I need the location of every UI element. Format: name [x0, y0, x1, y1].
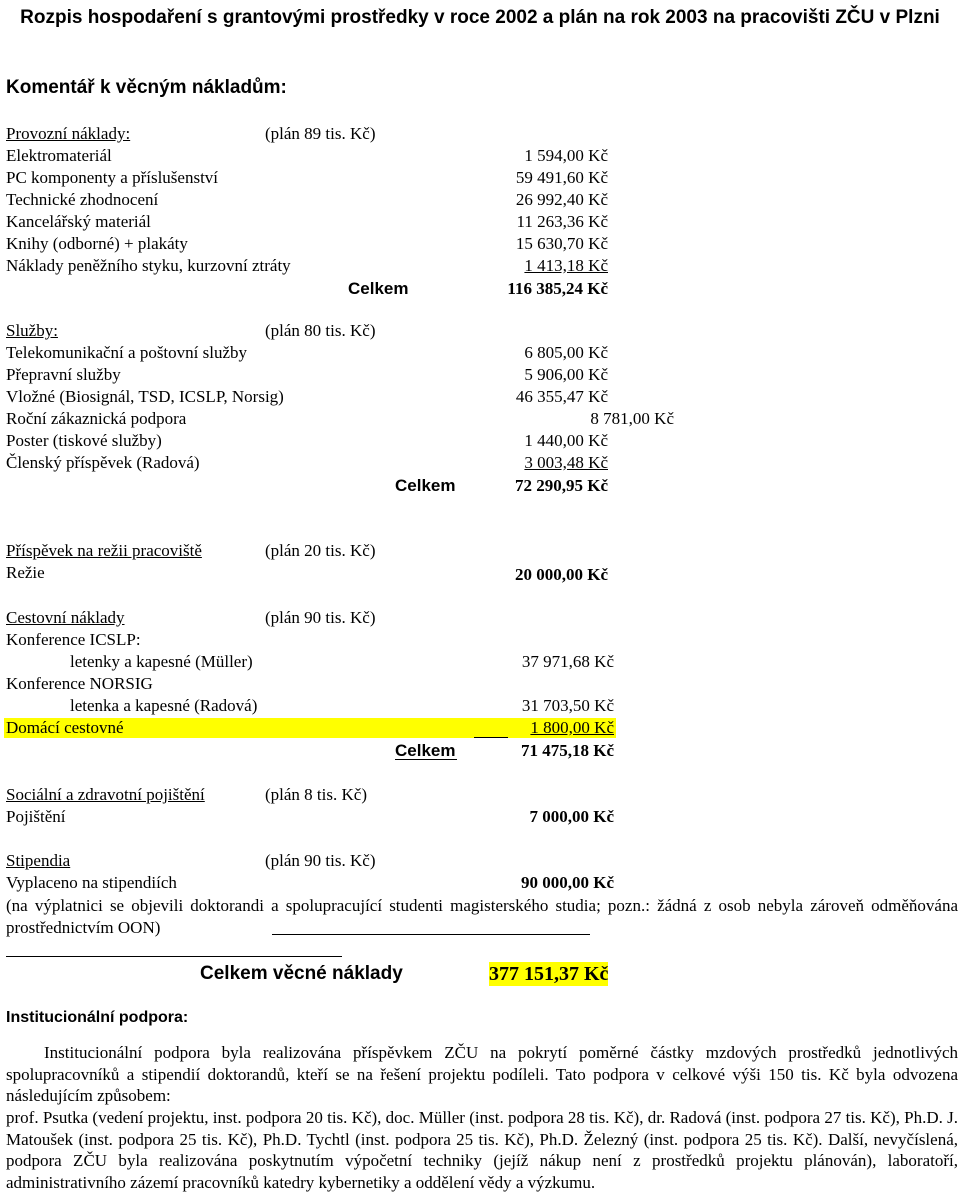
provozni-total-amount: 116 385,24 Kč: [507, 279, 608, 298]
separator-line: [6, 956, 342, 957]
provozni-item-label: PC komponenty a příslušenství: [6, 168, 219, 187]
sluzby-item-amount: 1 440,00 Kč: [524, 431, 608, 450]
stipendia-label: Vyplaceno na stipendiích: [6, 873, 177, 892]
cestovni-conf1-amount: 37 971,68 Kč: [521, 652, 614, 671]
cestovni-heading: Cestovní náklady: [6, 608, 125, 627]
cestovni-plan: (plán 90 tis. Kč): [265, 608, 376, 627]
cestovni-domestic: Domácí cestovné: [6, 718, 124, 737]
sluzby-item-label: Poster (tiskové služby): [6, 431, 162, 450]
grand-total-label: Celkem věcné náklady: [200, 963, 403, 984]
institutional-paragraph-2: prof. Psutka (vedení projektu, inst. podpora 20 tis. Kč), doc. Müller (inst. podpora 28 tis. Kč), dr. Radová (inst. podpora 27 tis. Kč), Ph.D. J. Matoušek (inst. podpora 25 tis. Kč), Ph.D. Tychtl (inst. podpora 25 tis. Kč), Ph.D. Železný (inst. podpora 25 tis. Kč). Další, nevyčíslená, podpora ZČU byla realizována poskytnutím výpočetní techniky (jejíž nákup není z prostředků projektu plánován), laboratoří, administrativního zázemí pracovníků katedry kybernetiky a oddělení vědy a výzkumu.: [6, 1108, 958, 1192]
rezie-label: Režie: [6, 563, 45, 582]
sluzby-item-amount: 3 003,48 Kč: [524, 453, 608, 472]
sluzby-total-amount: 72 290,95 Kč: [514, 476, 608, 495]
cestovni-conf2: Konference NORSIG: [6, 674, 153, 693]
pojisteni-amount: 7 000,00 Kč: [529, 807, 614, 826]
cestovni-conf2-amount: 31 703,50 Kč: [521, 696, 614, 715]
provozni-item-label: Knihy (odborné) + plakáty: [6, 234, 188, 253]
cestovni-domestic-amount: 1 800,00 Kč: [530, 718, 614, 737]
provozni-heading: Provozní náklady:: [6, 124, 131, 143]
cestovni-conf2-item: letenka a kapesné (Radová): [70, 696, 258, 715]
sluzby-item-label: Roční zákaznická podpora: [6, 409, 187, 428]
rezie-amount: 20 000,00 Kč: [514, 565, 608, 584]
sluzby-plan: (plán 80 tis. Kč): [265, 321, 376, 340]
institutional-paragraph-1: Institucionální podpora byla realizována příspěvkem ZČU na pokrytí poměrné částky mzdových prostředků jednotlivých spolupracovníků a stipendií doktorandů, kteří se na řešení projektu podíleli. Tato podpora v celkové výši 150 tis. Kč byla odvozena následujícím způsobem:: [6, 1043, 958, 1105]
sluzby-item-label: Členský příspěvek (Radová): [6, 453, 200, 472]
rezie-heading: Příspěvek na režii pracoviště: [6, 541, 202, 560]
pojisteni-heading: Sociální a zdravotní pojištění: [6, 785, 205, 804]
sluzby-item-amount: 8 781,00 Kč: [590, 409, 674, 428]
sluzby-heading: Služby:: [6, 321, 58, 340]
document-title: Rozpis hospodaření s grantovými prostředky v roce 2002 a plán na rok 2003 na pracovišti ZČU v Plzni: [20, 7, 940, 28]
cestovni-total-amount: 71 475,18 Kč: [520, 741, 614, 760]
provozni-item-amount: 1 413,18 Kč: [524, 256, 608, 275]
sluzby-item-label: Telekomunikační a poštovní služby: [6, 343, 248, 362]
stipendia-plan: (plán 90 tis. Kč): [265, 851, 376, 870]
grand-total-amount: 377 151,37 Kč: [489, 963, 609, 985]
rezie-plan: (plán 20 tis. Kč): [265, 541, 376, 560]
stipendia-note: (na výplatnici se objevili doktorandi a spolupracující studenti magisterského studia; pozn.: žádná z osob nebyla zároveň odměňována prostřednictvím OON): [6, 896, 958, 937]
domestic-dash-line: [474, 737, 508, 738]
provozni-item-amount: 11 263,36 Kč: [516, 212, 608, 231]
sluzby-total-label: Celkem: [395, 476, 456, 495]
stipendia-amount: 90 000,00 Kč: [520, 873, 614, 892]
provozni-total-label: Celkem: [348, 279, 409, 298]
provozni-item-label: Kancelářský materiál: [6, 212, 151, 231]
sluzby-item-label: Přepravní služby: [6, 365, 121, 384]
stipendia-heading: Stipendia: [6, 851, 71, 870]
sluzby-item-amount: 5 906,00 Kč: [524, 365, 608, 384]
provozni-item-label: Náklady peněžního styku, kurzovní ztráty: [6, 256, 291, 275]
sluzby-item-amount: 6 805,00 Kč: [524, 343, 608, 362]
provozni-item-label: Elektromateriál: [6, 146, 112, 165]
provozni-item-amount: 15 630,70 Kč: [515, 234, 608, 253]
pojisteni-label: Pojištění: [6, 807, 66, 826]
pojisteni-plan: (plán 8 tis. Kč): [265, 785, 367, 804]
note-trailing-line: [272, 934, 590, 935]
provozni-item-label: Technické zhodnocení: [6, 190, 159, 209]
cestovni-total-label: Celkem: [395, 741, 456, 760]
cestovni-conf1-item: letenky a kapesné (Müller): [70, 652, 253, 671]
institutional-heading: Institucionální podpora:: [6, 1009, 189, 1026]
sluzby-item-amount: 46 355,47 Kč: [515, 387, 608, 406]
sluzby-item-label: Vložné (Biosignál, TSD, ICSLP, Norsig): [6, 387, 284, 406]
provozni-item-amount: 1 594,00 Kč: [524, 146, 608, 165]
provozni-item-amount: 26 992,40 Kč: [515, 190, 608, 209]
cestovni-conf1: Konference ICSLP:: [6, 630, 141, 649]
provozni-plan: (plán 89 tis. Kč): [265, 124, 376, 143]
provozni-item-amount: 59 491,60 Kč: [515, 168, 608, 187]
comment-heading: Komentář k věcným nákladům:: [6, 77, 287, 98]
